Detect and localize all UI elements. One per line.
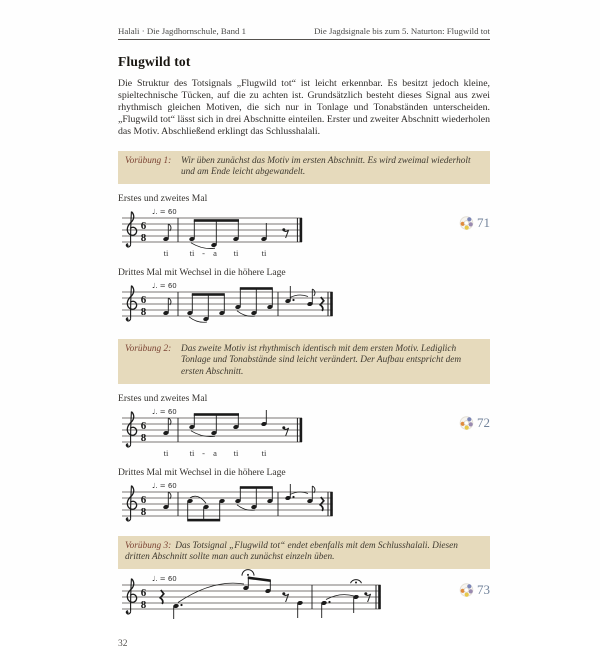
lyric-syllable: ti bbox=[233, 247, 239, 258]
page-title: Flugwild tot bbox=[118, 54, 191, 69]
lyric-syllable: ti bbox=[189, 447, 195, 458]
lyric-syllable: ti bbox=[233, 447, 239, 458]
lyric-syllable: a bbox=[213, 447, 217, 458]
staff-row-5 bbox=[118, 573, 490, 623]
beam bbox=[194, 219, 239, 222]
lyric-syllable: a bbox=[213, 247, 217, 258]
tempo-marking: ♩. = 60 bbox=[152, 281, 177, 290]
caption-first-second-1: Erstes und zweites Mal bbox=[118, 192, 208, 204]
cd-track-number: 73 bbox=[477, 581, 490, 597]
tempo-marking: ♩. = 60 bbox=[152, 481, 177, 490]
exercise-2-text: Das zweite Motiv ist rhythmisch identisch mit dem ersten Motiv. Lediglich Tonlage und Tonabstände sind leicht verändert. Der Aufbau entspricht dem ersten Abschnitt. bbox=[181, 343, 462, 377]
running-header bbox=[118, 26, 490, 40]
exercise-box-1 bbox=[118, 151, 490, 184]
cd-track-badge-73 bbox=[458, 582, 490, 598]
exercise-3-text: Das Totsignal „Flugwild tot“ endet ebenfalls mit dem Schlusshalali. Diesen dritten Abschnitt sollte man auch zunächst einzeln üben. bbox=[125, 540, 458, 563]
staff-row-3 bbox=[118, 406, 490, 460]
beam bbox=[248, 576, 271, 582]
caption-third-2: Drittes Mal mit Wechsel in die höhere Lage bbox=[118, 466, 286, 478]
staff-row-1 bbox=[118, 206, 490, 260]
music-staff-2 bbox=[118, 280, 338, 326]
lyric-syllable: ti bbox=[261, 447, 267, 458]
caption-third-1: Drittes Mal mit Wechsel in die höhere Lage bbox=[118, 266, 286, 278]
caption-first-second-2: Erstes und zweites Mal bbox=[118, 392, 208, 404]
cd-icon bbox=[458, 582, 475, 598]
music-staff-1 bbox=[118, 206, 310, 260]
fermata-icon bbox=[351, 579, 362, 583]
exercise-3-label: Vorübung 3: bbox=[125, 540, 172, 551]
staff-row-4 bbox=[118, 480, 490, 526]
cd-track-number: 71 bbox=[477, 214, 490, 230]
exercise-box-2 bbox=[118, 339, 490, 384]
cd-track-badge-72 bbox=[458, 415, 490, 431]
page-number: 32 bbox=[118, 638, 128, 649]
lyric-syllable: ti bbox=[189, 247, 195, 258]
tempo-marking: ♩. = 60 bbox=[152, 207, 177, 216]
music-staff-4 bbox=[118, 480, 338, 526]
exercise-box-3 bbox=[118, 536, 490, 569]
lyric-syllable: - bbox=[202, 447, 205, 458]
exercise-1-text: Wir üben zunächst das Motiv im ersten Abschnitt. Es wird zweimal wiederholt und am Ende leicht abgewandelt. bbox=[181, 155, 471, 178]
eighth-rest-icon bbox=[282, 426, 288, 436]
cd-track-badge-71 bbox=[458, 215, 490, 231]
running-header-left: Halali · Die Jagdhornschule, Band 1 bbox=[118, 26, 247, 36]
intro-paragraph: Die Struktur des Totsignals „Flugwild tot“ ist leicht erkennbar. Es besitzt jedoch kleine, spieltechnische Tücken, auf die zu achten ist. Grundsätzlich besteht dieses Signal aus zwei rhythmisch gleichen Motiven, die sich nur in Tonlage und Tonabständen unterscheiden. „Flugwild tot“ lässt sich in drei Abschnitte einteilen. Erster und zweiter Abschnitt wiederholen das Motiv. Abschließend erklingt das Schlusshalali. bbox=[118, 78, 490, 137]
staff-row-2 bbox=[118, 280, 490, 326]
tempo-marking: ♩. = 60 bbox=[152, 574, 177, 583]
cd-icon bbox=[458, 415, 475, 431]
exercise-1-label: Vorübung 1: bbox=[125, 155, 172, 166]
lyric-syllable: ti bbox=[163, 247, 169, 258]
exercise-2-label: Vorübung 2: bbox=[125, 343, 172, 354]
music-staff-5 bbox=[118, 573, 388, 623]
cd-icon bbox=[458, 215, 475, 231]
lyric-syllable: ti bbox=[163, 447, 169, 458]
music-staff-3 bbox=[118, 406, 310, 460]
page-content bbox=[118, 26, 490, 649]
cd-track-number: 72 bbox=[477, 414, 490, 430]
fermata-icon bbox=[242, 569, 254, 575]
lyric-syllable: - bbox=[202, 247, 205, 258]
running-header-right: Die Jagdsignale bis zum 5. Naturton: Flugwild tot bbox=[314, 26, 490, 36]
lyric-syllable: ti bbox=[261, 247, 267, 258]
tempo-marking: ♩. = 60 bbox=[152, 407, 177, 416]
